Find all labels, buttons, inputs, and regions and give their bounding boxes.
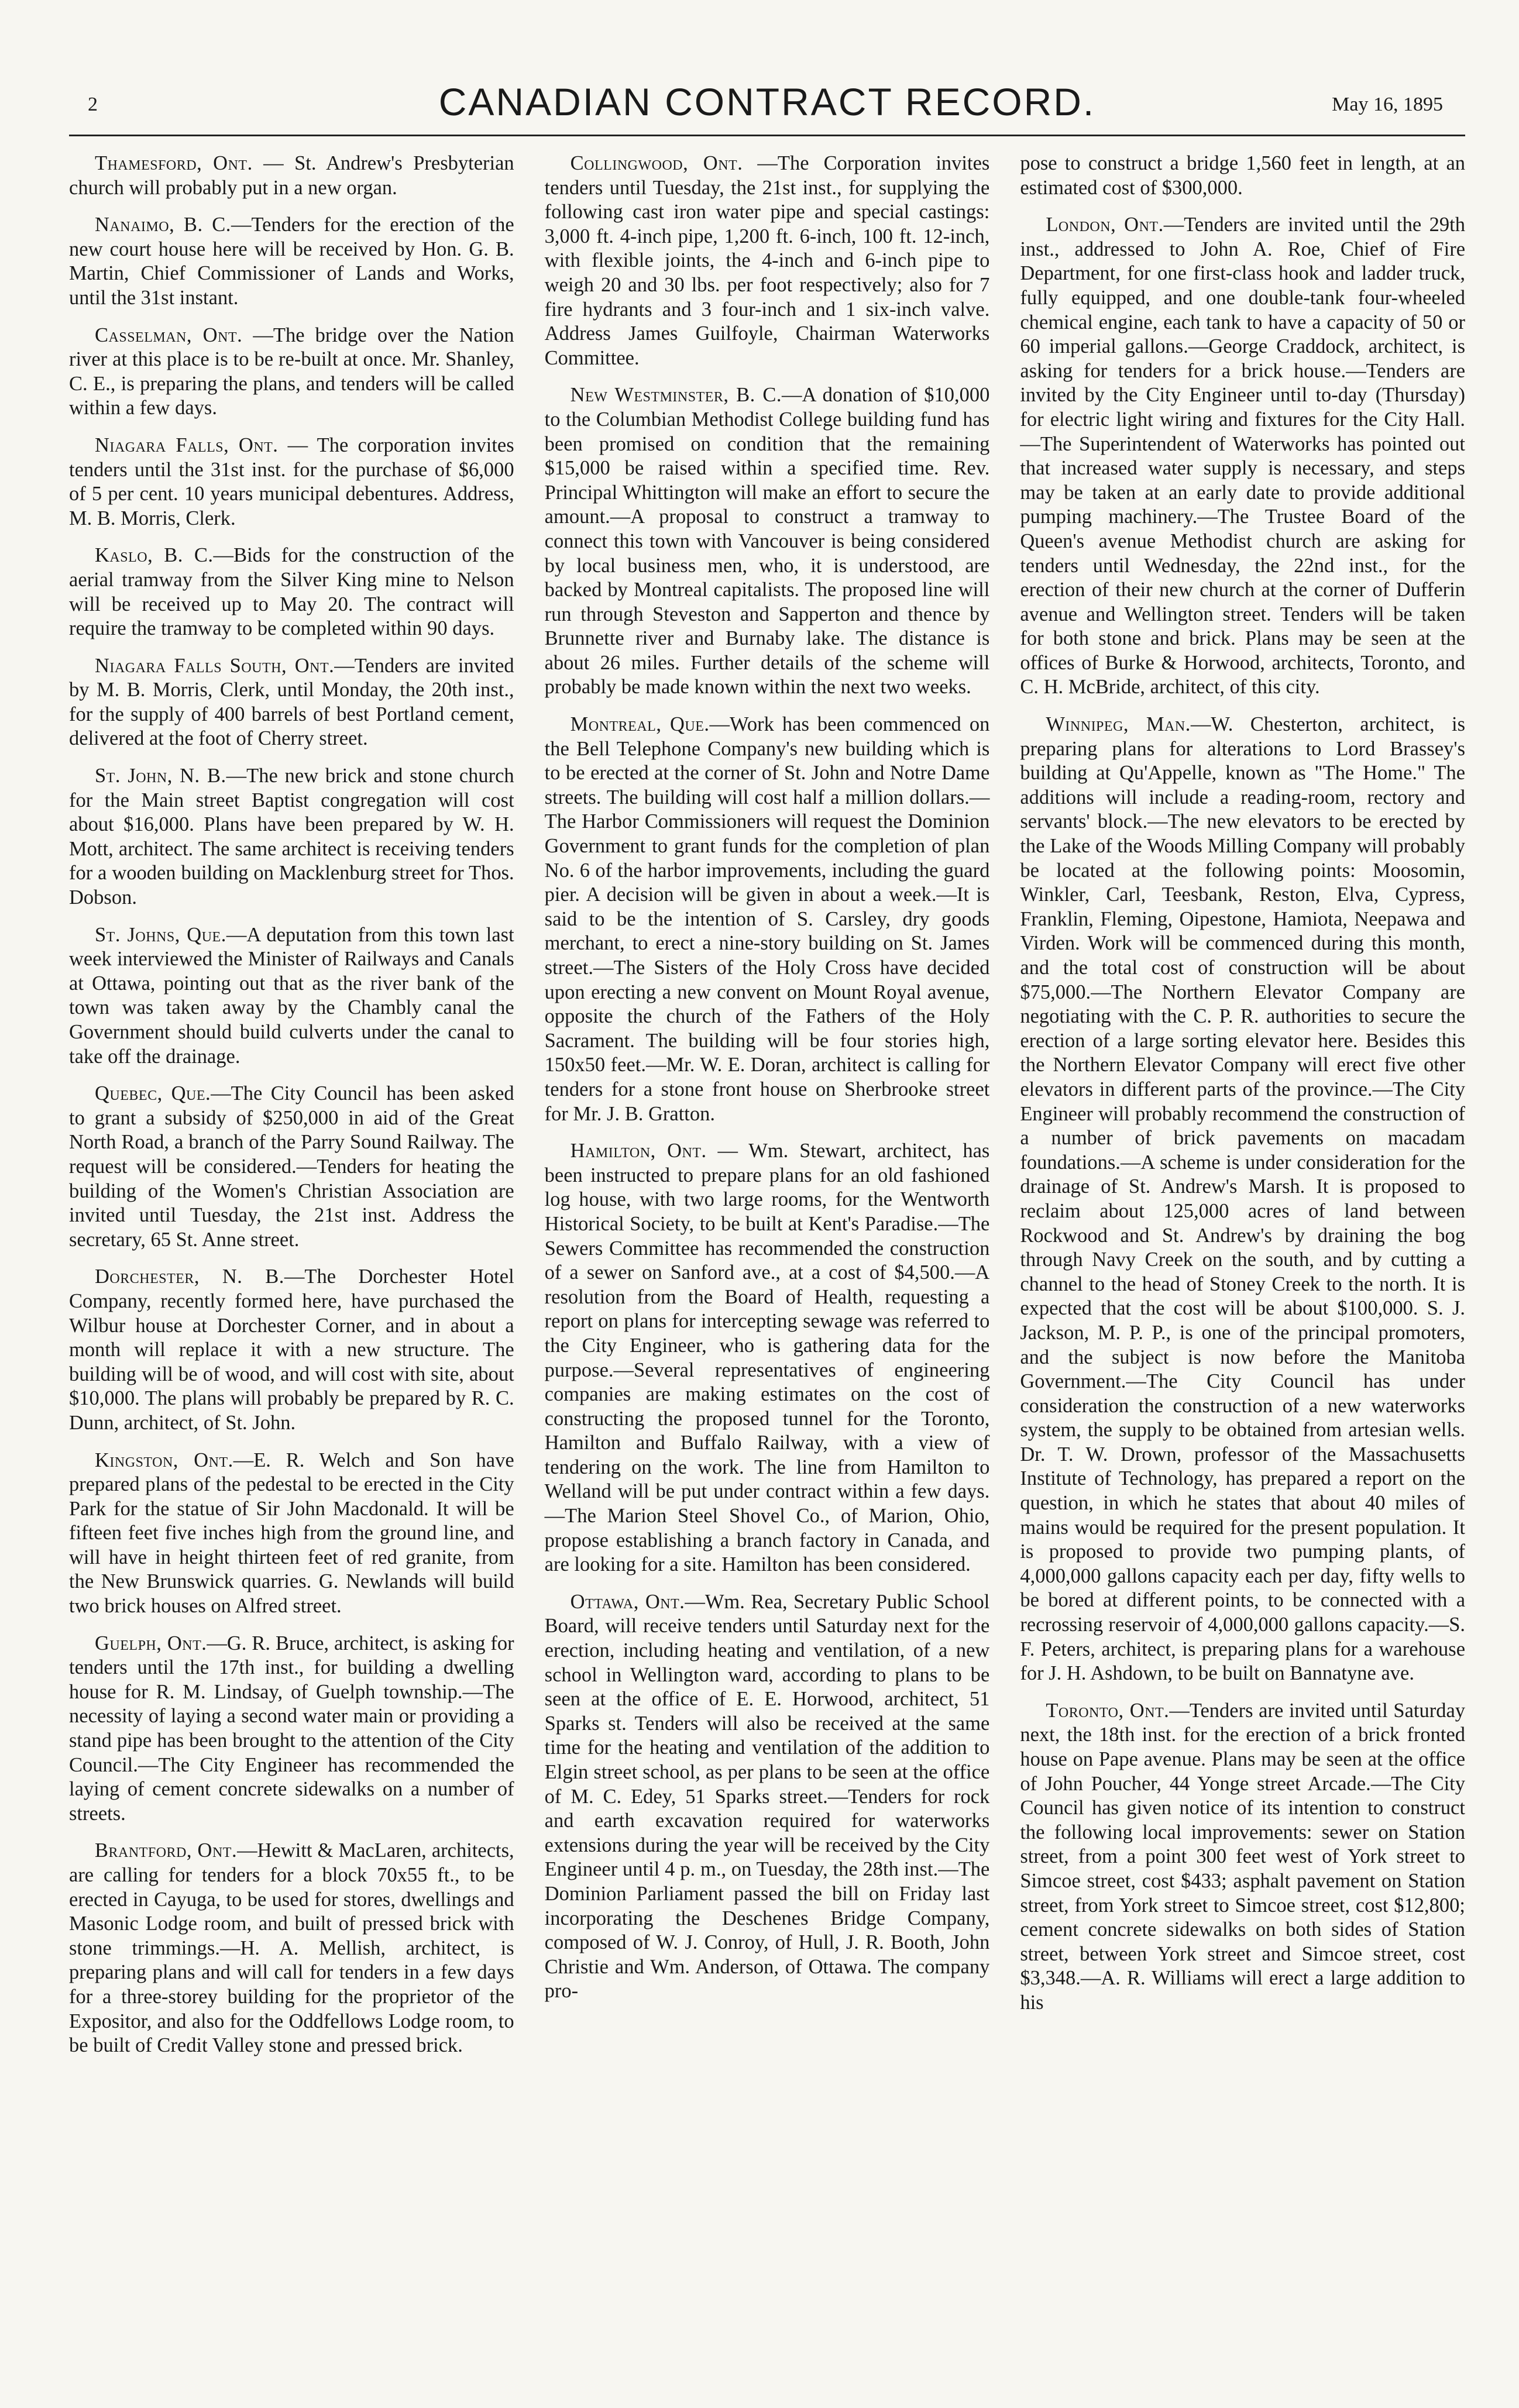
news-item	[69, 1082, 514, 1252]
news-text: —A donation of $10,000 to the Columbian Methodist College building fund has been promised on condition that the remaining $15,000 be raised within a specified time. Rev. Principal Whittington will make an effort to secure the amount.—A proposal to construct a tramway to connect this town with Vancouver is being considered by local business men, who, it is understood, are backed by Montreal capitalists. The proposed line will run through Steveston and Sapperton and thence by Brunnette river and Burnaby lake. The distance is about 26 miles. Further details of the scheme will probably be made known within the next two weeks.	[544, 384, 990, 699]
news-text: pose to construct a bridge 1,560 feet in length, at an estimated cost of $300,000.	[1020, 152, 1466, 199]
column-1	[69, 152, 514, 2071]
news-text: —The Corporation invites tenders until Tuesday, the 21st inst., for supplying the following cast iron water pipe and special castings: 3,000 ft. 4-inch pipe, 1,200 ft. 6-inch, 100 ft. 12-inch, with flexible joints, the 4-inch and 6-inch pipe to weigh 20 and 30 lbs. per foot respectively; also for 7 fire hydrants and 3 four-inch and 1 six-inch valve. Address James Guilfoyle, Chairman Waterworks Committee.	[544, 152, 990, 369]
news-item	[545, 383, 990, 700]
dateline: Nanaimo, B. C.	[95, 214, 231, 236]
news-item	[545, 152, 990, 370]
news-item	[69, 434, 514, 531]
news-item	[69, 213, 514, 310]
dateline: St. Johns, Que.	[95, 923, 226, 946]
dateline: Toronto, Ont.	[1046, 1699, 1170, 1722]
news-item	[69, 1632, 514, 1826]
news-item	[69, 543, 514, 641]
news-text: —The City Council has been asked to grant a subsidy of $250,000 in aid of the Great North Road, a branch of the Parry Sound Railway. The request will be considered.—Tenders for heating the building of the Women's Christian Association are invited until Tuesday, the 21st inst. Address the secretary, 65 St. Anne street.	[69, 1082, 514, 1251]
dateline: Collingwood, Ont.	[570, 152, 743, 174]
dateline: New Westminster, B. C.	[570, 384, 782, 407]
masthead	[69, 76, 1465, 136]
dateline: Ottawa, Ont.	[570, 1590, 685, 1613]
news-item	[1020, 713, 1465, 1686]
news-text: —Tenders for the erection of the new court house here will be received by Hon. G. B. Martin, Chief Commissioner of Lands and Works, until the 31st instant.	[69, 214, 514, 309]
news-text: —Work has been commenced on the Bell Telephone Company's new building which is to be erected at the corner of St. John and Notre Dame streets. The building will cost half a million dollars.—The Harbor Commissioners will request the Dominion Government to grant funds for the completion of plan No. 6 of the harbor improvements, including the guard pier. A decision will be given in about a week.—It is said to be the intention of S. Carsley, dry goods merchant, to erect a nine-story building on St. James street.—The Sisters of the Holy Cross have decided upon erecting a new convent on Mount Royal avenue, opposite the church of the Fathers of the Holy Sacrament. The building will be four stories high, 150x50 feet.—Mr. W. E. Doran, architect is calling for tenders for a stone front house on Sherbrooke street for Mr. J. B. Gratton.	[544, 713, 990, 1125]
news-text: — St. Andrew's Presbyterian church will probably put in a new organ.	[69, 152, 514, 199]
dateline: Brantford, Ont.	[95, 1839, 238, 1862]
dateline: Quebec, Que.	[95, 1082, 211, 1105]
news-item	[1020, 213, 1465, 700]
news-item	[69, 923, 514, 1069]
news-text: — The corporation invites tenders until the 31st inst. for the purchase of $6,000 of 5 per cent. 10 years municipal debentures. Address, M. B. Morris, Clerk.	[69, 434, 514, 529]
dateline: Montreal, Que.	[570, 713, 710, 736]
news-text: —A deputation from this town last week interviewed the Minister of Railways and Canals at Ottawa, pointing out that as the river bank of the town was taken away by the Chambly canal the Government should build culverts under the canal to take off the drainage.	[69, 923, 514, 1068]
column-3	[1020, 152, 1465, 2071]
news-item	[69, 654, 514, 751]
news-item	[69, 764, 514, 910]
page-number: 2	[88, 94, 98, 115]
news-item	[69, 1449, 514, 1619]
news-text: —The new brick and stone church for the Main street Baptist congregation will cost about $16,000. Plans have been prepared by W. H. Mott, architect. The same architect is receiving tenders for a wooden building on Macklenburg street for Thos. Dobson.	[69, 765, 514, 909]
news-text: —The bridge over the Nation river at this place is to be re-built at once. Mr. Shanley, C. E., is preparing the plans, and tenders will be called within a few days.	[69, 324, 514, 419]
news-text: — Wm. Stewart, architect, has been instructed to prepare plans for an old fashioned log house, with two large rooms, for the Wentworth Historical Society, to be built at Kent's Paradise.—The Sewers Committee has recommended the construction of a sewer on Sanford ave., at a cost of $4,500.—A resolution from the Board of Health, requesting a report on plans for intercepting sewage was referred to the City Engineer, who is gathering data for the purpose.—Several representatives of engineering companies are making estimates on the cost of constructing the proposed tunnel for the Toronto, Hamilton and Buffalo Railway, with a view of tendering on the work. The line from Hamilton to Welland will be put under contract within a few days.—The Marion Steel Shovel Co., of Marion, Ohio, propose establishing a branch factory in Canada, and are looking for a site. Hamilton has been considered.	[544, 1140, 990, 1576]
dateline: Kaslo, B. C.	[95, 544, 214, 567]
dateline: St. John, N. B.	[95, 765, 226, 787]
news-text: —E. R. Welch and Son have prepared plans of the pedestal to be erected in the City Park for the statue of Sir John Macdonald. It will be fifteen feet five inches high from the ground line, and will have in height thirteen feet of red granite, from the New Brunswick quarries. G. Newlands will build two brick houses on Alfred street.	[69, 1449, 514, 1618]
news-item	[545, 1139, 990, 1577]
news-item	[69, 1265, 514, 1435]
news-text: —Bids for the construction of the aerial tramway from the Silver King mine to Nelson will be received up to May 20. The contract will require the tramway to be completed within 90 days.	[69, 544, 514, 640]
news-item	[69, 324, 514, 421]
issue-date: May 16, 1895	[1332, 94, 1443, 115]
news-text: —Wm. Rea, Secretary Public School Board, will receive tenders until Saturday next for the erection, including heating and ventilation, of a new school in Wellington ward, according to plans to be seen at the office of E. E. Horwood, architect, 51 Sparks st. Tenders will also be received at the same time for the heating and ventilation of the addition to Elgin street school, as per plans to be seen at the office of M. C. Edey, 51 Sparks street.—Tenders for rock and earth excavation required for waterworks extensions during the year will be received by the City Engineer until 4 p. m., on Tuesday, the 28th inst.—The Dominion Parliament passed the bill on Friday last incorporating the Deschenes Bridge Company, composed of W. J. Conroy, of Hull, J. R. Booth, John Christie and Wm. Anderson, of Ottawa. The company pro-	[544, 1590, 990, 2003]
news-text: —Tenders are invited until Saturday next, the 18th inst. for the erection of a brick fronted house on Pape avenue. Plans may be seen at the office of John Poucher, 44 Yonge street Arcade.—The City Council has given notice of its intention to construct the following local improvements: sewer on Station street, from a point 300 feet west of York street to Simcoe street, cost $433; asphalt pavement on Station street, from York street to Simcoe street, cost $12,800; cement concrete sidewalks on both sides of Station street, between York street and Simcoe street, cost $3,348.—A. R. Williams will erect a large addition to his	[1020, 1699, 1466, 2014]
dateline: Winnipeg, Man.	[1046, 713, 1191, 736]
dateline: London, Ont.	[1046, 214, 1164, 236]
paper-title: CANADIAN CONTRACT RECORD.	[438, 80, 1096, 123]
news-text: —Hewitt & MacLaren, architects, are calling for tenders for a block 70x55 ft., to be erected in Cayuga, to be used for stores, dwellings and Masonic Lodge room, and built of pressed brick with stone trimmings.—H. A. Mellish, architect, is preparing plans and will call for tenders in a few days for a three-storey building for the proprietor of the Expositor, and also for the Oddfellows Lodge room, to be built of Credit Valley stone and pressed brick.	[69, 1839, 514, 2057]
news-item	[545, 713, 990, 1126]
news-item	[1020, 1699, 1465, 2015]
news-text: —Tenders are invited until the 29th inst., addressed to John A. Roe, Chief of Fire Department, for one first-class hook and ladder truck, fully equipped, and one double-tank four-wheeled chemical engine, each tank to have a capacity of 50 or 60 imperial gallons.—George Craddock, architect, is asking for tenders for a brick house.—Tenders are invited by the City Engineer until to-day (Thursday) for electric light wiring and fixtures for the City Hall.—The Superintendent of Waterworks has pointed out that increased water supply is necessary, and steps may be taken at an early date to provide additional pumping machinery.—The Trustee Board of the Queen's avenue Methodist church are asking for tenders until Wednesday, the 22nd inst., for the erection of their new church at the corner of Dufferin avenue and Wellington street. Tenders will be taken for both stone and brick. Plans may be seen at the offices of Burke & Horwood, architects, Toronto, and C. H. McBride, architect, of this city.	[1020, 214, 1466, 699]
dateline: Kingston, Ont.	[95, 1449, 233, 1471]
news-text: —Tenders are invited by M. B. Morris, Clerk, until Monday, the 20th inst., for the supply of 400 barrels of best Portland cement, delivered at the foot of Cherry street.	[69, 654, 514, 750]
news-item	[545, 1590, 990, 2004]
dateline: Hamilton, Ont.	[570, 1140, 707, 1162]
news-item	[1020, 152, 1465, 200]
dateline: Casselman, Ont.	[95, 324, 243, 346]
dateline: Dorchester, N. B.	[95, 1265, 284, 1288]
dateline: Niagara Falls South, Ont.	[95, 654, 335, 677]
news-item	[69, 1839, 514, 2058]
news-item	[69, 152, 514, 200]
dateline: Guelph, Ont.	[95, 1632, 207, 1654]
column-2	[545, 152, 990, 2071]
news-text: —The Dorchester Hotel Company, recently formed here, have purchased the Wilbur house at Dorchester Corner, and in about a month will replace it with a new structure. The building will be of wood, and will cost with site, about $10,000. The plans will probably be prepared by R. C. Dunn, architect, of St. John.	[69, 1265, 514, 1434]
dateline: Thamesford, Ont.	[95, 152, 253, 174]
article-columns	[69, 152, 1465, 2071]
dateline: Niagara Falls, Ont.	[95, 434, 279, 456]
news-text: —W. Chesterton, architect, is preparing plans for alterations to Lord Brassey's building at Qu'Appelle, known as "The Home." The additions will include a reading-room, rectory and servants' block.—The new elevators to be erected by the Lake of the Woods Milling Company will probably be located at the following points: Moosomin, Winkler, Carl, Teesbank, Reston, Elva, Cypress, Franklin, Fleming, Oipestone, Hamiota, Neepawa and Virden. Work will be commenced during this month, and the total cost of construction will be about $75,000.—The Northern Elevator Company are negotiating with the C. P. R. authorities to secure the erection of a large sorting elevator here. Besides this the Northern Elevator Company will erect five other elevators in different parts of the province.—The City Engineer will probably recommend the construction of a number of brick pavements on macadam foundations.—A scheme is under consideration for the drainage of St. Andrew's Marsh. It is proposed to reclaim about 125,000 acres of land between Rockwood and St. Andrew's by draining the bog through Navy Creek on the south, and by cutting a channel to the head of Stoney Creek to the north. It is expected that the cost will be about $100,000. S. J. Jackson, M. P. P., is one of the principal promoters, and the subject is now before the Manitoba Government.—The City Council has under consideration the construction of a new waterworks system, the supply to be obtained from artesian wells. Dr. T. W. Drown, professor of the Massachusetts Institute of Technology, has prepared a report on the question, in which he states that about 40 miles of mains would be required for the present population. It is proposed to provide two pumping plants, of 4,000,000 gallons capacity each per day, fifty wells to be bored at different points, to be connected with a recrossing reservoir of 4,000,000 gallons capacity.—S. F. Peters, architect, is preparing plans for a warehouse for J. H. Ashdown, to be built on Bannatyne ave.	[1020, 713, 1466, 1685]
news-text: —G. R. Bruce, architect, is asking for tenders until the 17th inst., for building a dwelling house for R. M. Lindsay, of Guelph township.—The necessity of laying a second water main or providing a stand pipe has been brought to the attention of the City Council.—The City Engineer has recommended the laying of cement concrete sidewalks on a number of streets.	[69, 1632, 514, 1825]
